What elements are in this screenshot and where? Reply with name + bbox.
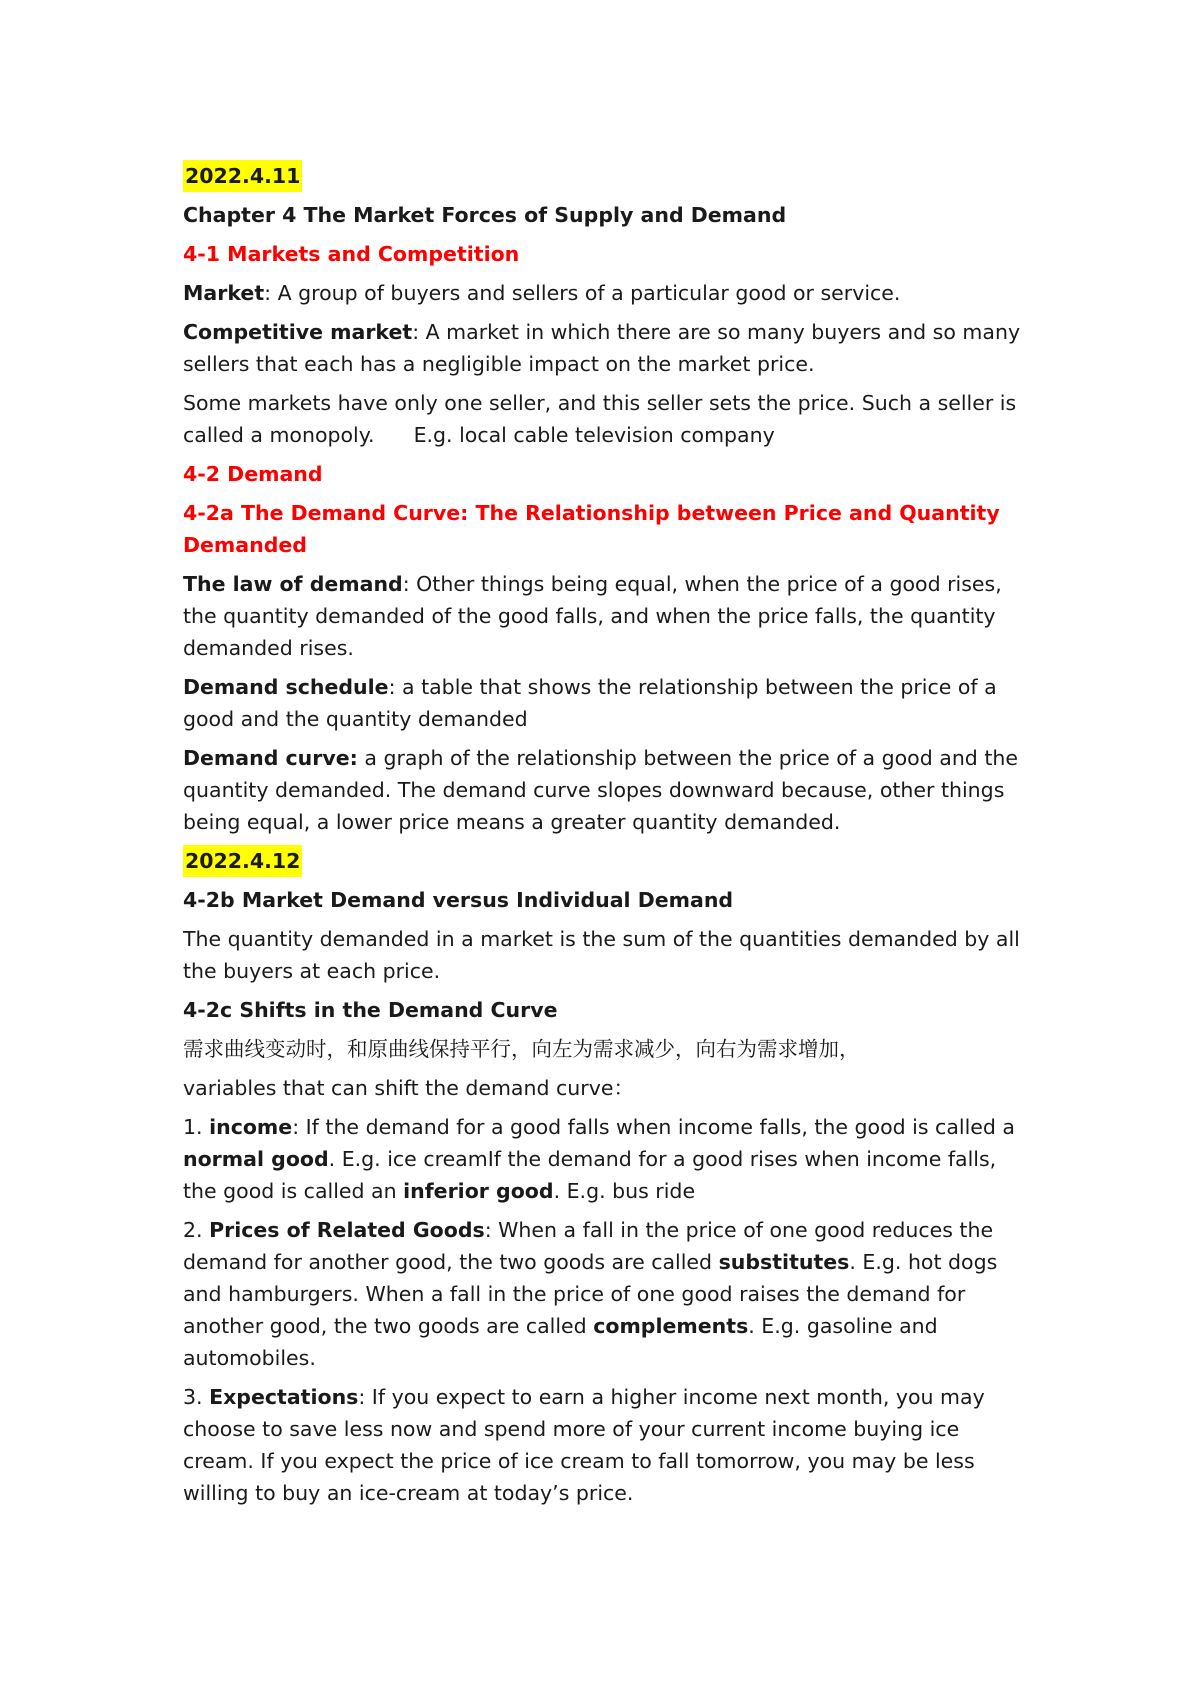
term-demand-curve: Demand curve: (183, 746, 358, 770)
date-highlight: 2022.4.12 (183, 845, 302, 877)
paragraph-demand-curve (183, 742, 1033, 838)
related-goods-text-1: : When a fall in the price of one good reduces the demand for another good, the two goods are called (183, 1218, 994, 1274)
list-number: 3. (183, 1385, 210, 1409)
paragraph-monopoly (183, 387, 1033, 451)
date-line-2 (183, 845, 1033, 877)
term-substitutes: substitutes (718, 1250, 850, 1274)
term-normal-good: normal good (183, 1147, 329, 1171)
paragraph-demand-schedule (183, 671, 1033, 735)
date-line-1 (183, 160, 1033, 192)
section-heading-4-1: 4-1 Markets and Competition (183, 242, 520, 266)
definition-competitive-market: : A market in which there are so many buyers and so many sellers that each has a negligible impact on the market price. (183, 320, 1021, 376)
income-text-3: . E.g. bus ride (553, 1179, 696, 1203)
list-item-related-goods (183, 1214, 1033, 1374)
date-highlight: 2022.4.11 (183, 160, 302, 192)
list-item-income (183, 1111, 1033, 1207)
section-heading-4-2c: 4-2c Shifts in the Demand Curve (183, 998, 558, 1022)
chinese-note: 需求曲线变动时，和原曲线保持平行，向左为需求减少，向右为需求增加， (183, 1037, 860, 1061)
definition-demand-schedule: : a table that shows the relationship between the price of a good and the quantity demanded (183, 675, 997, 731)
variables-intro: variables that can shift the demand curve： (183, 1076, 634, 1100)
list-item-expectations (183, 1381, 1033, 1509)
monopoly-text: Some markets have only one seller, and this seller sets the price. Such a seller is called a monopoly. (183, 391, 1017, 447)
section-heading-4-2b: 4-2b Market Demand versus Individual Demand (183, 888, 734, 912)
definition-law-of-demand: : Other things being equal, when the price of a good rises, the quantity demanded of the good falls, and when the price falls, the quantity demanded rises. (183, 572, 1002, 660)
term-law-of-demand: The law of demand (183, 572, 403, 596)
term-expectations: Expectations (209, 1385, 359, 1409)
paragraph-market (183, 277, 1033, 309)
monopoly-example: E.g. local cable television company (413, 423, 775, 447)
expectations-text: : If you expect to earn a higher income next month, you may choose to save less now and spend more of your current income buying ice cream. If you expect the price of ice cream to fall tomorrow, you may be less willing to buy an ice-cream at today’s price. (183, 1385, 985, 1505)
list-number: 2. (183, 1218, 210, 1242)
term-prices-related-goods: Prices of Related Goods (209, 1218, 485, 1242)
list-number: 1. (183, 1115, 210, 1139)
term-market: Market (183, 281, 265, 305)
section-heading-4-2a: 4-2a The Demand Curve: The Relationship between Price and Quantity Demanded (183, 501, 1000, 557)
definition-market: : A group of buyers and sellers of a particular good or service. (264, 281, 901, 305)
income-text-1: : If the demand for a good falls when income falls, the good is called a (292, 1115, 1015, 1139)
term-competitive-market: Competitive market (183, 320, 413, 344)
chapter-title: Chapter 4 The Market Forces of Supply and Demand (183, 203, 787, 227)
income-text-2: . E.g. ice creamIf the demand for a good rises when income falls, the good is called an (183, 1147, 997, 1203)
paragraph-law-of-demand (183, 568, 1033, 664)
term-complements: complements (593, 1314, 749, 1338)
related-goods-text-2: . E.g. hot dogs and hamburgers. When a fall in the price of one good raises the demand for another good, the two goods are called (183, 1250, 998, 1338)
document-page (183, 160, 1033, 1516)
definition-demand-curve: a graph of the relationship between the price of a good and the quantity demanded. The demand curve slopes downward because, other things being equal, a lower price means a greater quantity demanded. (183, 746, 1018, 834)
term-income: income (209, 1115, 293, 1139)
term-demand-schedule: Demand schedule (183, 675, 389, 699)
paragraph-market-demand: The quantity demanded in a market is the sum of the quantities demanded by all the buyers at each price. (183, 927, 1020, 983)
paragraph-competitive-market (183, 316, 1033, 380)
related-goods-text-3: . E.g. gasoline and automobiles. (183, 1314, 938, 1370)
term-inferior-good: inferior good (403, 1179, 554, 1203)
section-heading-4-2: 4-2 Demand (183, 462, 323, 486)
